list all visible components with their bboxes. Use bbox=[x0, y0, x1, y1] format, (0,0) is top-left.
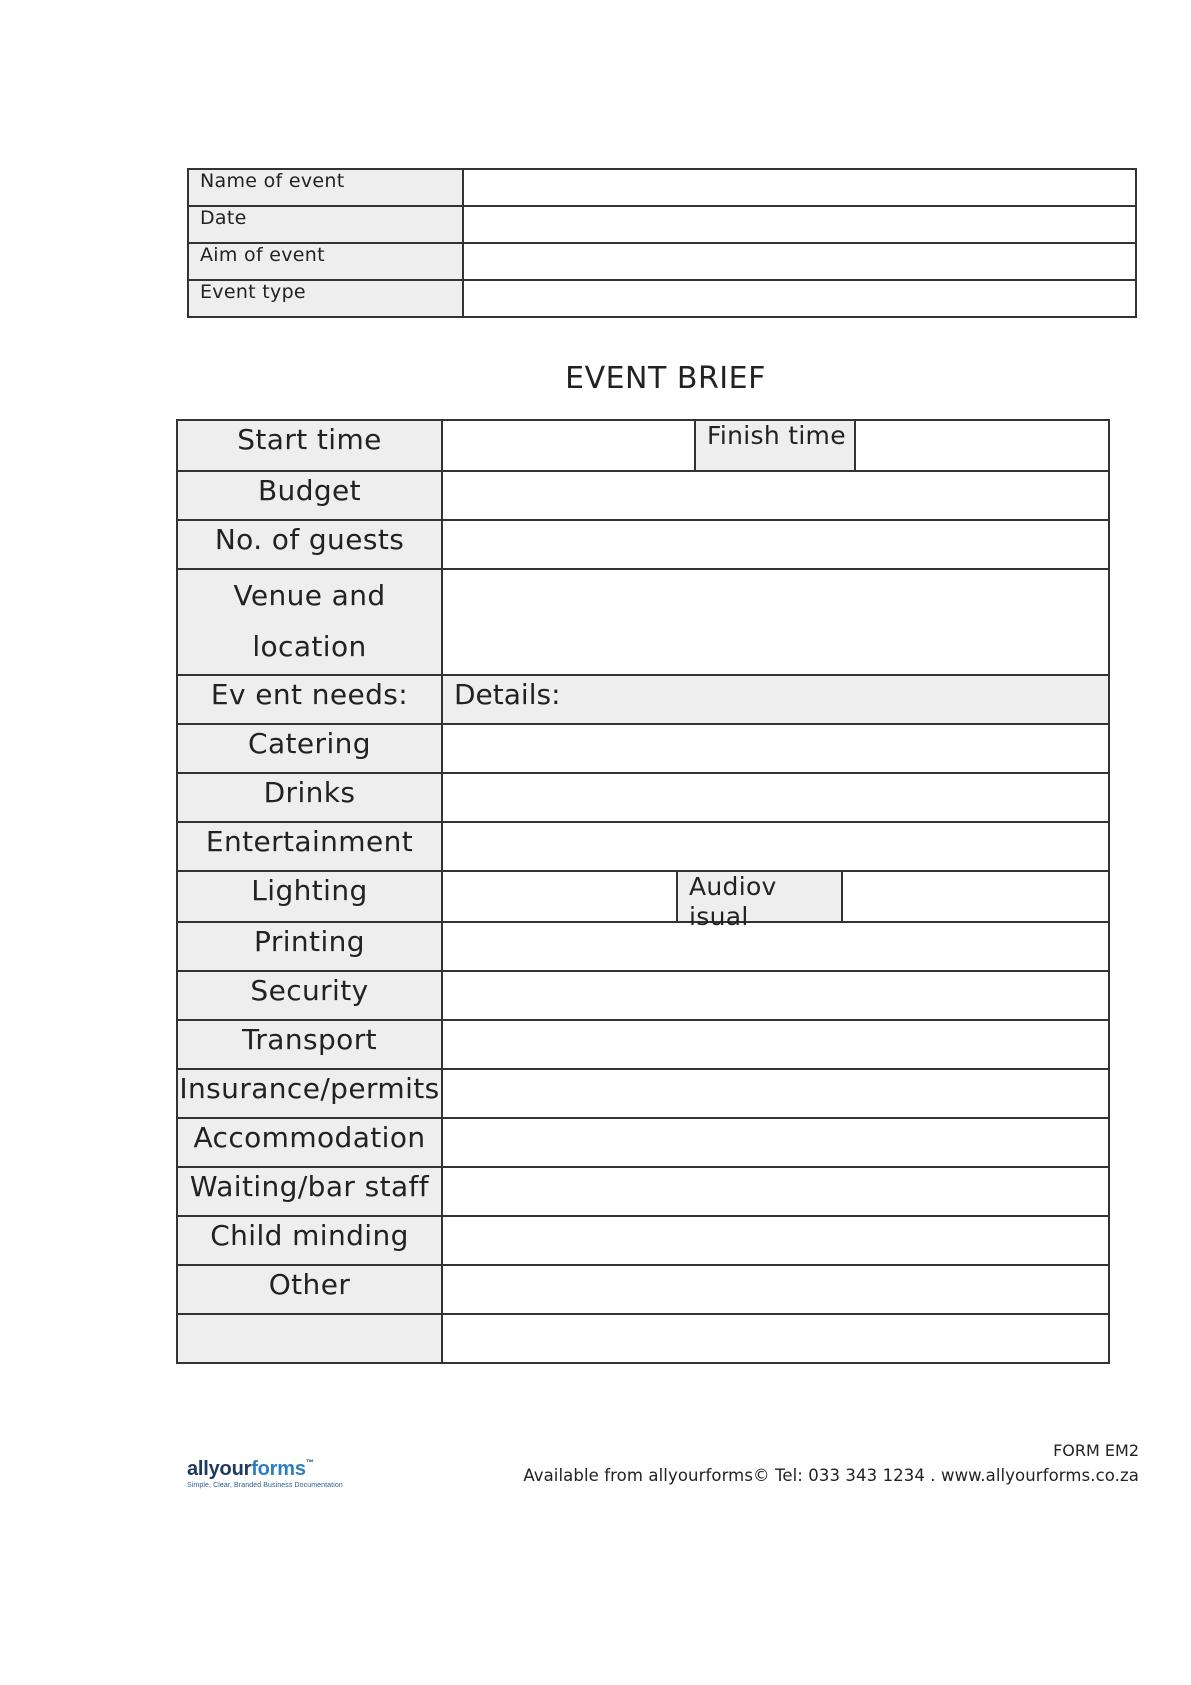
logo-wordmark bbox=[187, 1458, 343, 1481]
child-minding-field[interactable] bbox=[442, 1216, 1109, 1265]
audiovisual-field[interactable] bbox=[843, 872, 1108, 921]
page-title: EVENT BRIEF bbox=[565, 361, 766, 396]
name-of-event-field[interactable] bbox=[463, 169, 1136, 206]
security-label: Security bbox=[177, 971, 442, 1020]
lighting-cell bbox=[442, 871, 1109, 931]
staff-field[interactable] bbox=[442, 1167, 1109, 1216]
details-label: Details: bbox=[442, 675, 1109, 724]
staff-label: Waiting/bar staff bbox=[177, 1167, 442, 1216]
transport-field[interactable] bbox=[442, 1020, 1109, 1069]
catering-field[interactable] bbox=[442, 724, 1109, 773]
allyourforms-logo bbox=[187, 1458, 343, 1489]
accommodation-field[interactable] bbox=[442, 1118, 1109, 1167]
insurance-label: Insurance/permits bbox=[177, 1069, 442, 1118]
info-row-type bbox=[188, 280, 1136, 317]
event-type-field[interactable] bbox=[463, 280, 1136, 317]
info-row-aim bbox=[188, 243, 1136, 280]
availability-text: Available from allyourforms© Tel: 033 343 1234 . www.allyourforms.co.za bbox=[523, 1466, 1139, 1485]
entertainment-label: Entertainment bbox=[177, 822, 442, 871]
start-time-field[interactable] bbox=[443, 421, 694, 470]
time-cell bbox=[442, 420, 1109, 471]
venue-label-line2: location bbox=[252, 630, 367, 663]
printing-label: Printing bbox=[177, 922, 442, 971]
guests-field[interactable] bbox=[442, 520, 1109, 569]
info-row-name bbox=[188, 169, 1136, 206]
logo-tagline: Simple, Clear, Branded Business Documentation bbox=[187, 1482, 343, 1489]
aim-of-event-field[interactable] bbox=[463, 243, 1136, 280]
date-label: Date bbox=[188, 206, 463, 243]
other-field[interactable] bbox=[442, 1265, 1109, 1314]
event-brief-table bbox=[176, 419, 1110, 1364]
lighting-field[interactable] bbox=[443, 872, 676, 921]
transport-label: Transport bbox=[177, 1020, 442, 1069]
budget-label: Budget bbox=[177, 471, 442, 520]
child-minding-label: Child minding bbox=[177, 1216, 442, 1265]
catering-label: Catering bbox=[177, 724, 442, 773]
lighting-label: Lighting bbox=[177, 871, 442, 922]
drinks-label: Drinks bbox=[177, 773, 442, 822]
info-row-date bbox=[188, 206, 1136, 243]
drinks-field[interactable] bbox=[442, 773, 1109, 822]
venue-label-line1: Venue and bbox=[233, 579, 386, 612]
logo-part1: allyour bbox=[187, 1458, 252, 1480]
venue-field[interactable] bbox=[442, 569, 1109, 675]
aim-of-event-label: Aim of event bbox=[188, 243, 463, 280]
guests-label: No. of guests bbox=[177, 520, 442, 569]
entertainment-field[interactable] bbox=[442, 822, 1109, 871]
security-field[interactable] bbox=[442, 971, 1109, 1020]
finish-time-field[interactable] bbox=[856, 421, 1108, 470]
accommodation-label: Accommodation bbox=[177, 1118, 442, 1167]
printing-field[interactable] bbox=[442, 922, 1109, 971]
blank-field[interactable] bbox=[442, 1314, 1109, 1363]
logo-trademark: ™ bbox=[305, 1458, 314, 1467]
start-time-label: Start time bbox=[177, 420, 442, 471]
logo-part2: forms bbox=[251, 1458, 306, 1480]
form-code: FORM EM2 bbox=[1053, 1441, 1139, 1460]
blank-label-cell[interactable] bbox=[177, 1314, 442, 1363]
other-label: Other bbox=[177, 1265, 442, 1314]
event-info-table bbox=[187, 168, 1137, 318]
event-type-label: Event type bbox=[188, 280, 463, 317]
date-field[interactable] bbox=[463, 206, 1136, 243]
insurance-field[interactable] bbox=[442, 1069, 1109, 1118]
finish-time-label: Finish time bbox=[694, 421, 856, 470]
event-needs-label: Ev ent needs: bbox=[177, 675, 442, 724]
budget-field[interactable] bbox=[442, 471, 1109, 520]
audiovisual-label: Audiov isual bbox=[676, 872, 843, 921]
venue-label bbox=[177, 569, 442, 675]
name-of-event-label: Name of event bbox=[188, 169, 463, 206]
